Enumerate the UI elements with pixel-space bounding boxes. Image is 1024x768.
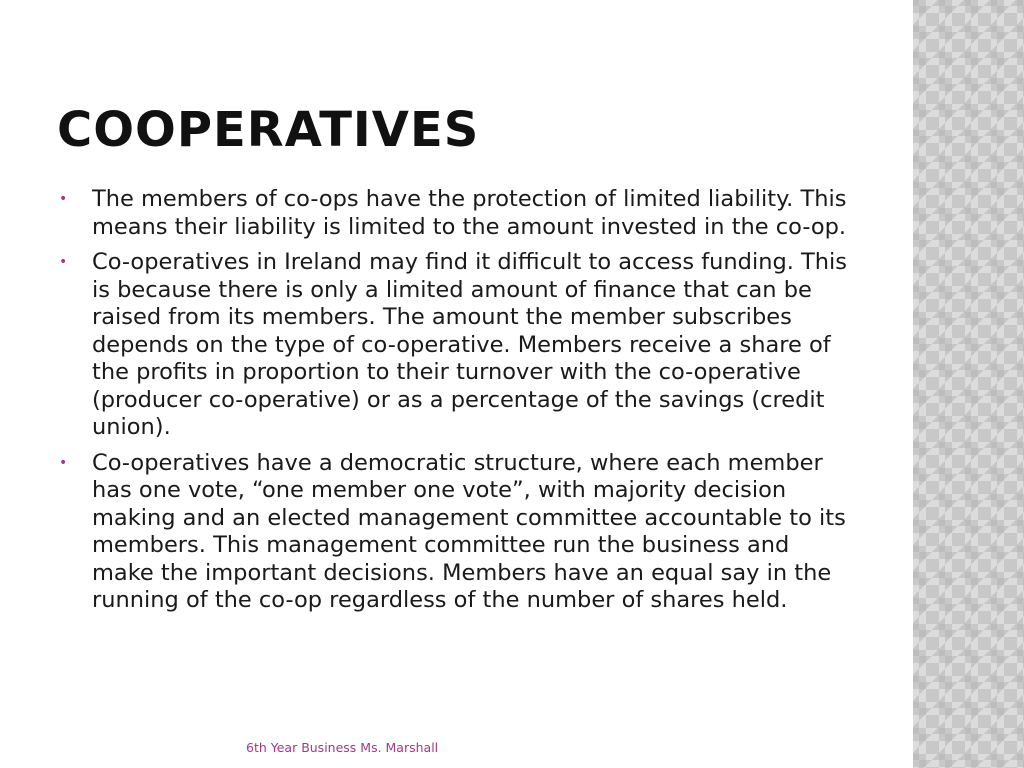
bullet-item	[57, 186, 857, 241]
bullet-item	[57, 450, 857, 615]
bullet-list	[57, 186, 857, 623]
bullet-text: Co-operatives have a democratic structure, where each member has one vote, “one member one vote”, with majority decision making and an elected management committee accountable to its members. This management committee run the business and make the important decisions. Members have an equal say in the running of the co-op regardless of the number of shares held.	[92, 449, 846, 613]
slide-footer: 6th Year Business Ms. Marshall	[246, 740, 439, 755]
bullet-text: The members of co-ops have the protection of limited liability. This means their liability is limited to the amount invested in the co-op.	[92, 186, 847, 240]
decorative-side-band	[913, 0, 1024, 768]
bullet-dot-icon: •	[59, 191, 68, 207]
bullet-dot-icon: •	[59, 454, 68, 471]
bullet-dot-icon: •	[59, 254, 68, 270]
bullet-item	[57, 249, 857, 442]
slide-title: COOPERATIVES	[57, 102, 480, 158]
bullet-text: Co-operatives in Ireland may find it difficult to access funding. This is because there is only a limited amount of finance that can be raised from its members. The amount the member subscribes depends on the type of co-operative. Members receive a share of the profits in proportion to their turnover with the co-operative (producer co-operative) or as a percentage of the savings (credit union).	[92, 249, 848, 440]
